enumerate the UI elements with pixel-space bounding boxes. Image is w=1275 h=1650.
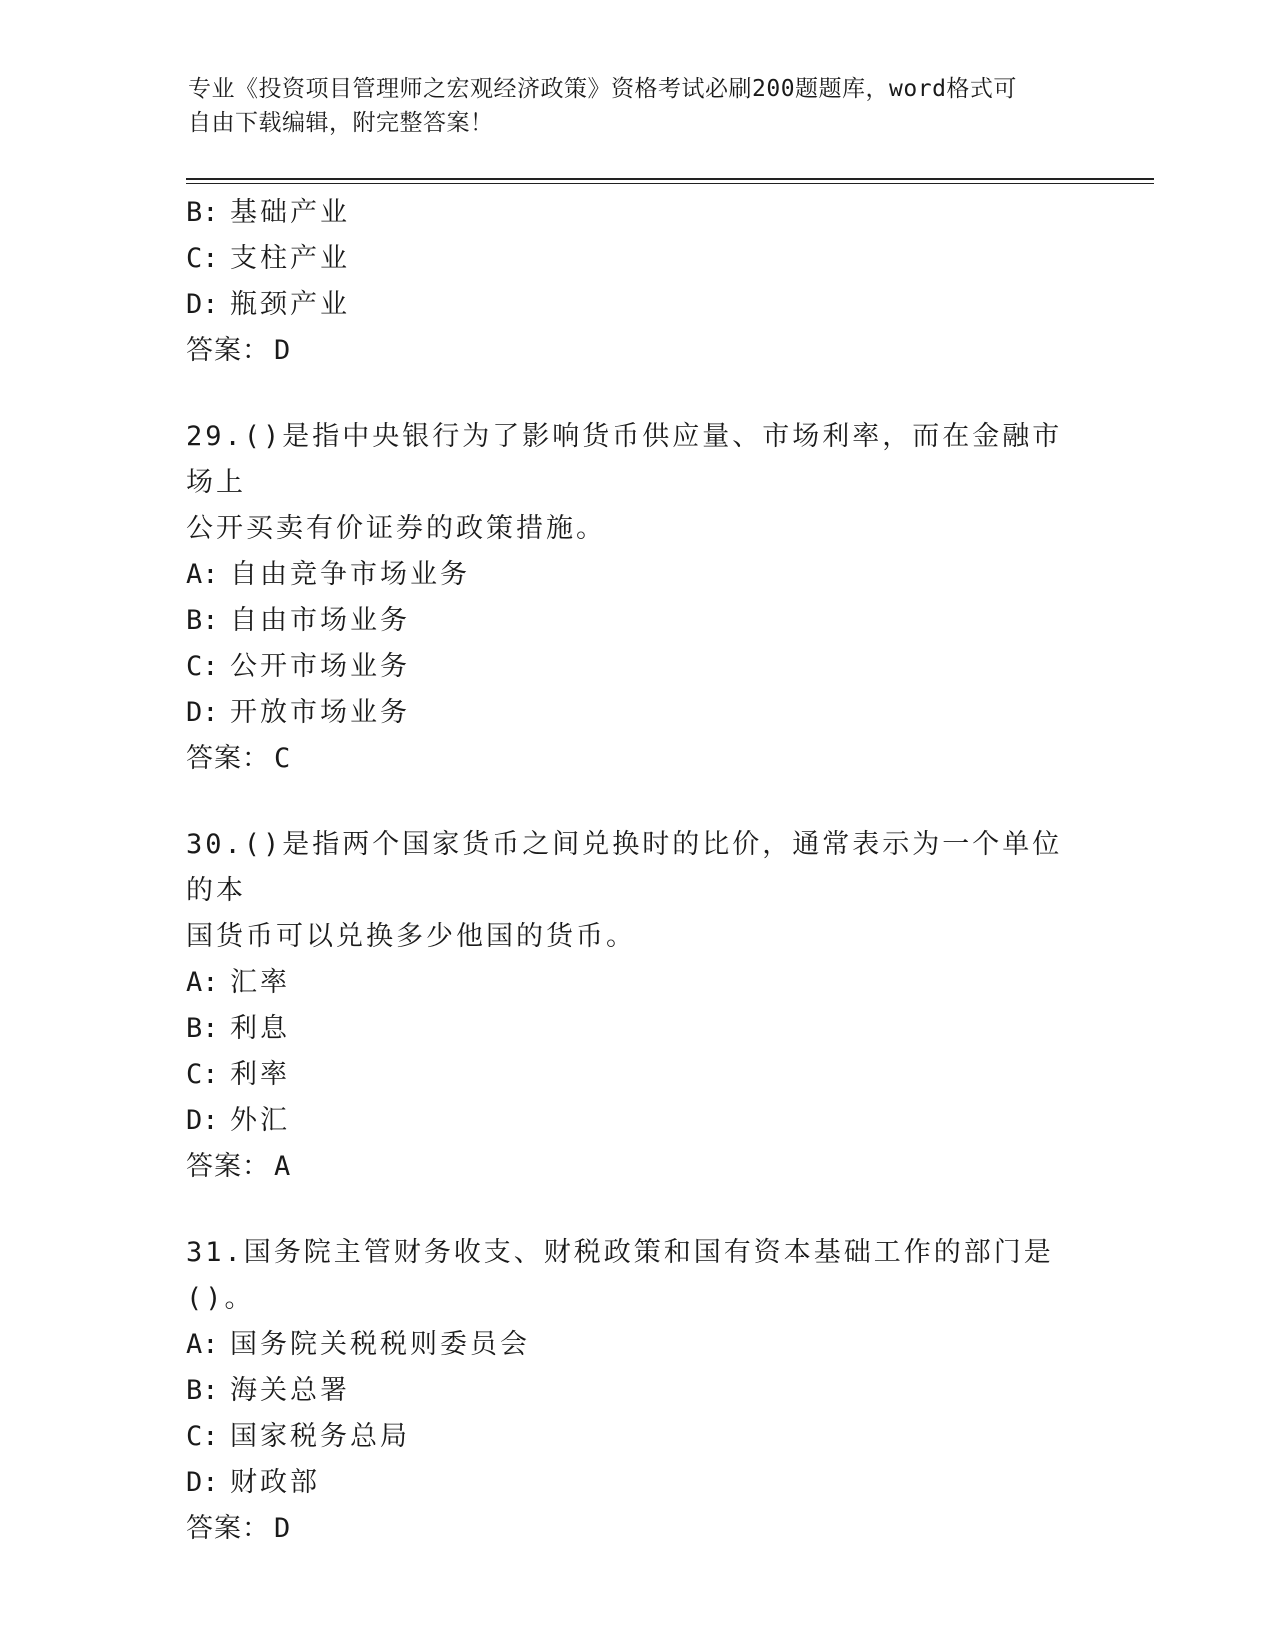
question-list (186, 190, 1086, 1552)
question-stem-line: 国货币可以兑换多少他国的货币。 (186, 921, 636, 952)
document-header (188, 72, 1068, 140)
question-31 (186, 1230, 1086, 1552)
question-30 (186, 822, 1086, 1190)
option-d: D: 开放市场业务 (186, 697, 410, 728)
option-c: C: 公开市场业务 (186, 651, 410, 682)
option-b: B: 基础产业 (186, 197, 350, 228)
option-c: C: 利率 (186, 1059, 290, 1090)
question-stem-line: 31.国务院主管财务收支、财税政策和国有资本基础工作的部门是()。 (186, 1237, 1054, 1314)
option-d: D: 财政部 (186, 1467, 320, 1498)
option-d: D: 瓶颈产业 (186, 289, 350, 320)
option-c: C: 支柱产业 (186, 243, 350, 274)
option-d: D: 外汇 (186, 1105, 290, 1136)
header-rule-thick (186, 178, 1154, 180)
header-line-2: 自由下载编辑，附完整答案！ (188, 110, 494, 136)
option-a: A: 汇率 (186, 967, 290, 998)
answer-line: 答案： D (186, 335, 292, 366)
option-c: C: 国家税务总局 (186, 1421, 410, 1452)
question-stem-line: 公开买卖有价证券的政策措施。 (186, 513, 606, 544)
option-b: B: 利息 (186, 1013, 290, 1044)
question-stem-line: 30.()是指两个国家货币之间兑换时的比价，通常表示为一个单位的本 (186, 829, 1063, 906)
header-rule-thin (186, 183, 1154, 184)
question-28-tail (186, 190, 1086, 374)
answer-line: 答案： D (186, 1513, 292, 1544)
option-b: B: 海关总署 (186, 1375, 350, 1406)
option-a: A: 自由竞争市场业务 (186, 559, 470, 590)
answer-line: 答案： A (186, 1151, 292, 1182)
option-b: B: 自由市场业务 (186, 605, 410, 636)
header-line-1: 专业《投资项目管理师之宏观经济政策》资格考试必刷200题题库，word格式可 (188, 76, 1017, 102)
answer-line: 答案： C (186, 743, 292, 774)
question-29 (186, 414, 1086, 782)
option-a: A: 国务院关税税则委员会 (186, 1329, 530, 1360)
question-stem-line: 29.()是指中央银行为了影响货币供应量、市场利率，而在金融市场上 (186, 421, 1063, 498)
